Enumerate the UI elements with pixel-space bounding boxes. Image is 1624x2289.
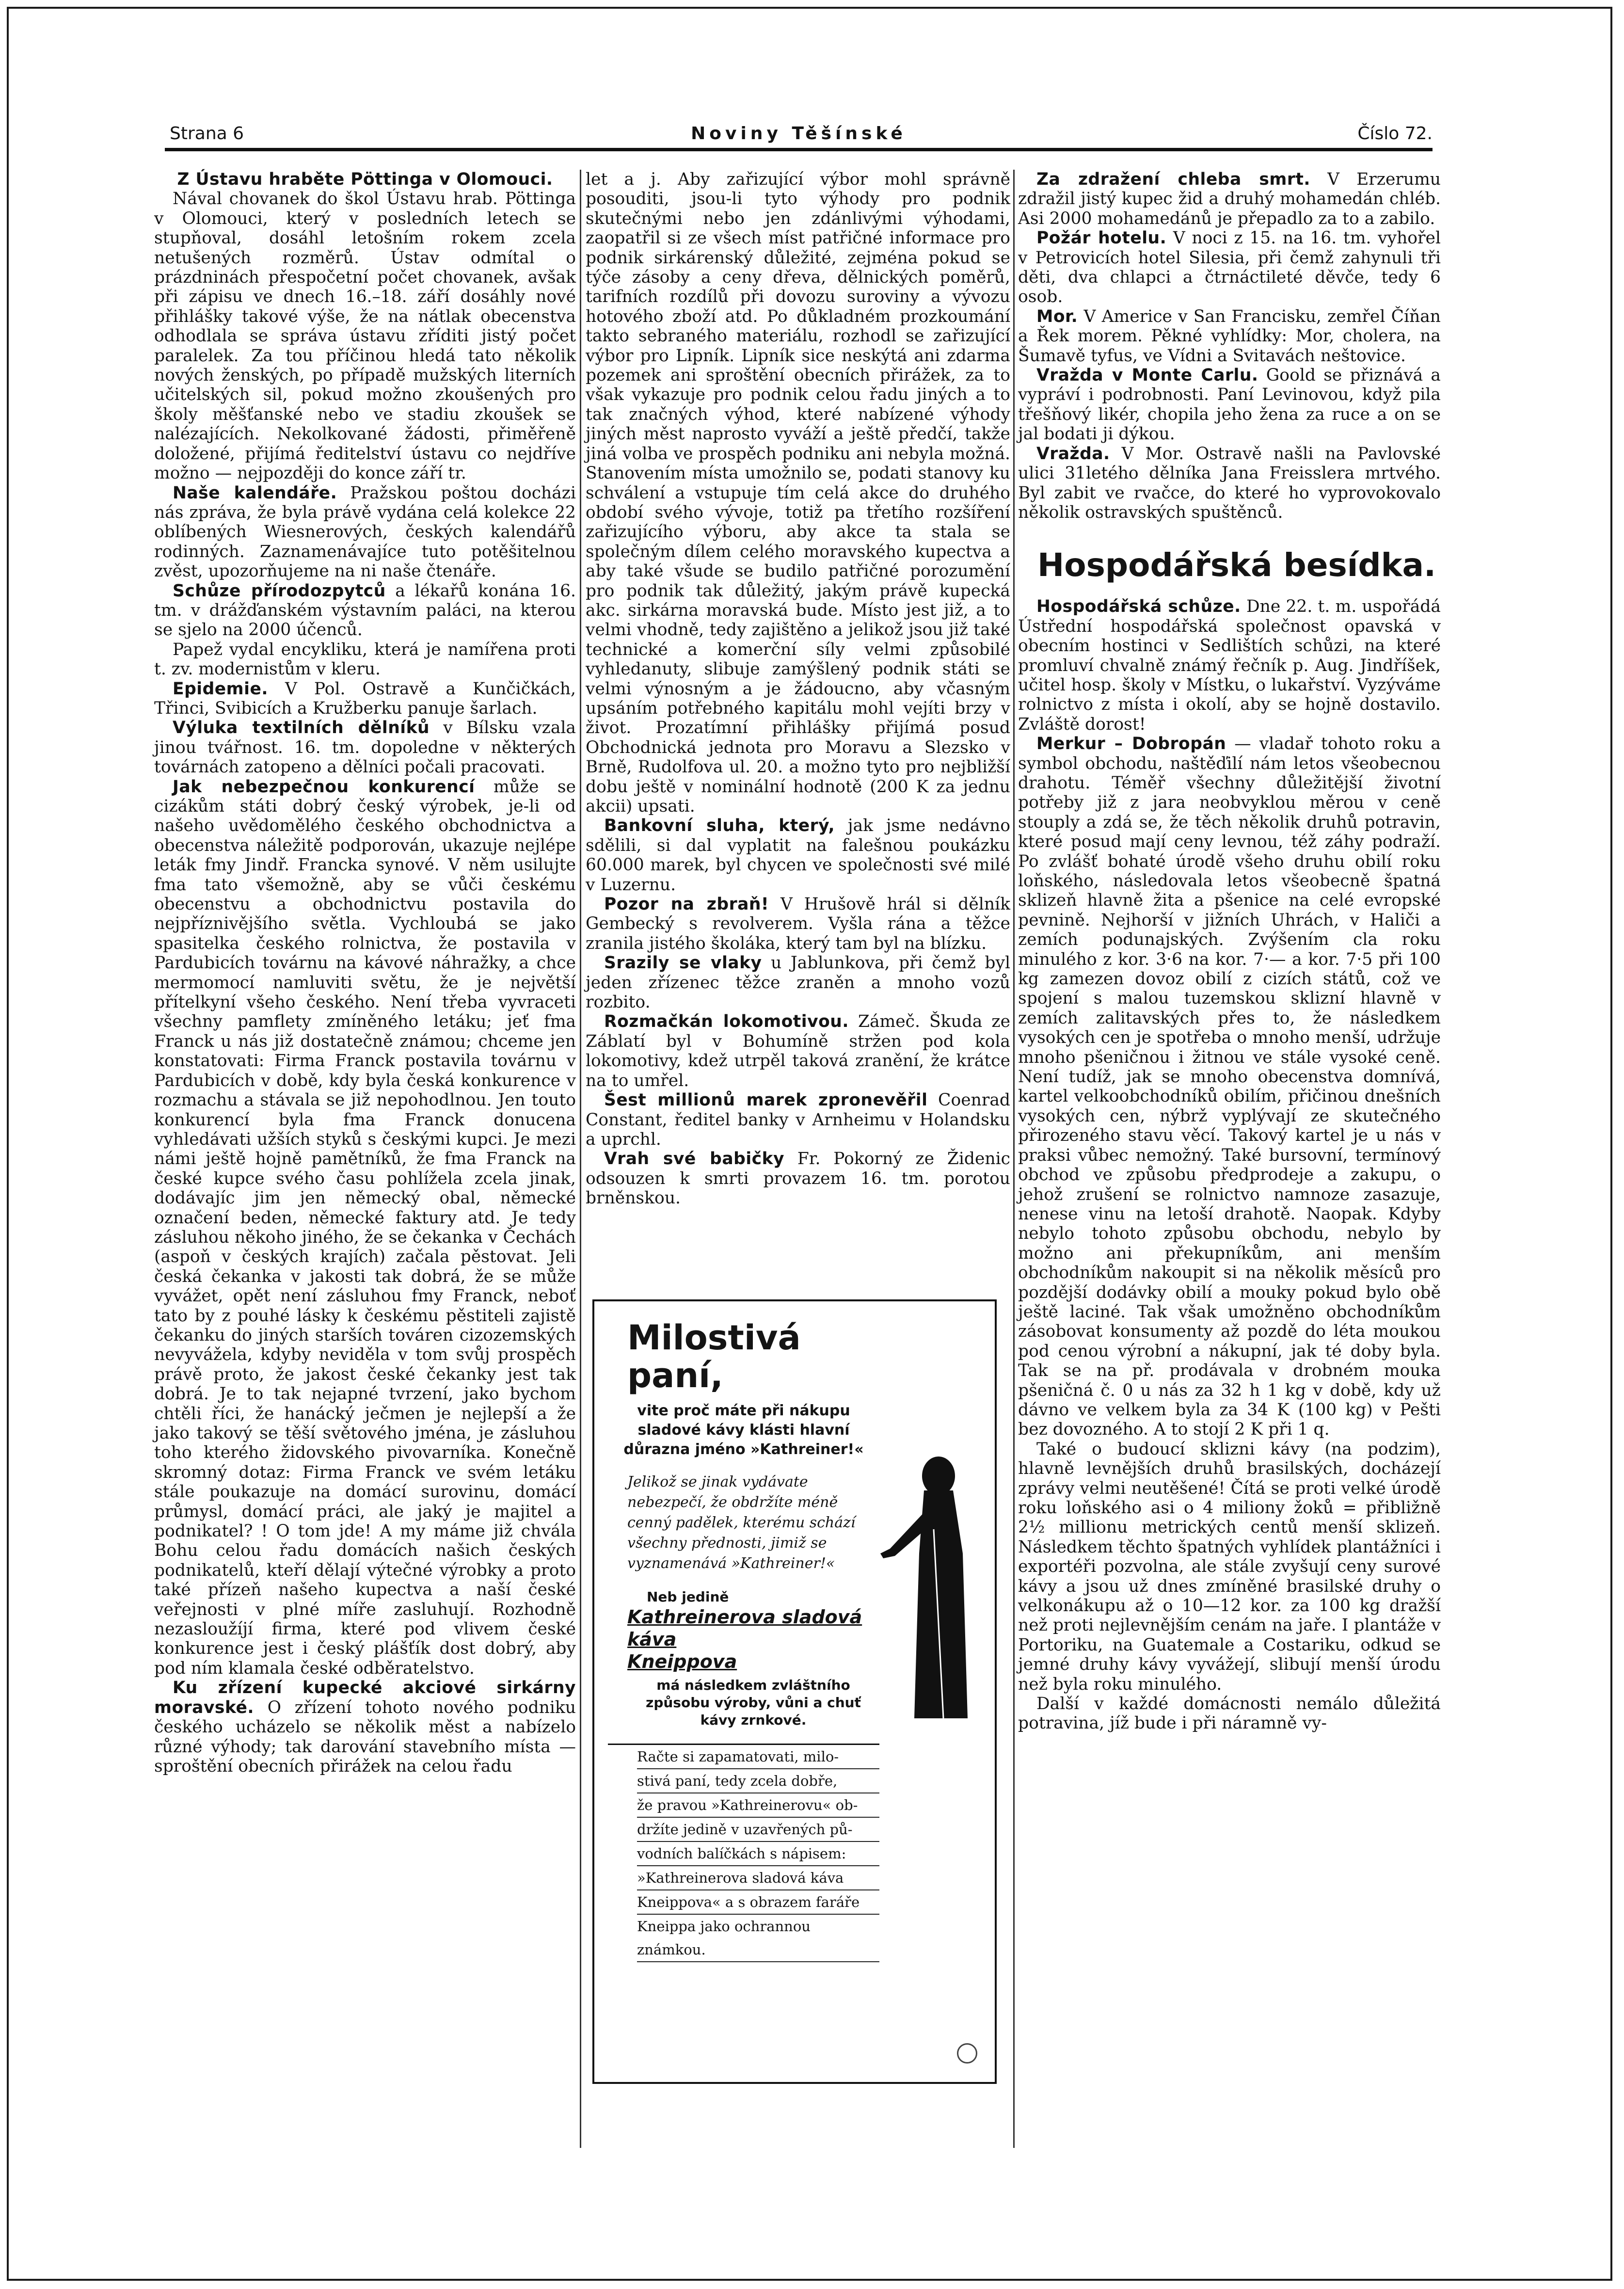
header-rule xyxy=(165,148,1433,151)
ad-kneipp: Kneippova xyxy=(627,1651,737,1672)
article-text: Nával chovanek do škol Ústavu hrab. Pöttinga v Olomouci, který v posledních letech se stupňoval, dosáhl letošním rokem zcela netušených rozměrů. Ústav odmítal o prázdninách přespočetní počet chovanek, avšak při zápisu ve dnech 16.–18. září dosáhly nové přihlášky takové výše, že na nátlak obecenstva odhodlala se správa ústavu zříditi jistý počet paralelek. Za tou příčinou hledá tato několik nových ženských, po případě mužských literních učitelských sil, pokud možno zkoušených pro školy měšťanské nebo ve stadiu zkoušek se nalézajících. Nekolkované žádosti, přiměřeně doložené, přijímá ředitelství ústavu co nejdříve možno — nejpozději do konce září tr. xyxy=(154,189,576,483)
article xyxy=(1018,307,1441,366)
article xyxy=(1018,366,1441,444)
article xyxy=(154,170,576,189)
headline: Požár hotelu. xyxy=(1036,228,1167,248)
ad-notice-line: Račte si zapamatovati, milo- xyxy=(637,1745,879,1769)
ad-notice xyxy=(608,1744,879,1962)
article-text: může se cizákům státi dobrý český výrobek, je-li od našeho uvědomělého českého obchodnictva a obecenstva náležitě podporován, ukazuje nejlépe leták fmy Jindř. Francka synové. V něm usilujte fma tato všemožně, aby se vůči českému obecenstvu a obchodnictvu postavila do nejpříznivějšího světla. Vychloubá se jako spasitelka českého rolnictva, že postavila v Pardubicích továrnu na kávové náhražky, a chce mermomocí namluviti světu, že je největší přítelkyní všeho českého. Není třeba vyvraceti všechny pamflety zmíněného letáku; jeť fma Franck u nás již dostatečně známou; chceme jen konstatovati: Firma Franck postavila továrnu v Pardubicích v době, kdy byla česká konkurence v rozmachu a stávala se již nepohodlnou. Jen touto konkurencí byla fma Franck donucena vyhledávati užších styků s českými kupci. Je mezi námi ještě hojně pamětníků, že fma Franck na české kupce svého času pohlížela zcela jinak, dodávajíc jim jen německý obal, německé označení beden, německé faktury atd. Je tedy zásluhou někoho jiného, že se čekanka v Čechách (aspoň v českých krajích) začala pěstovat. Jeli česká čekanka v jakosti tak dobrá, že se může vyvážet, opět není zásluhou fmy Franck, neboť tato by z pouhé lásky k českému pěstiteli zajistě čekanku do jiných starších továren cizozemských nevyvážela, kdyby neviděla v tom svůj prospěch právě proto, že jakost české čekanky jest tak dobrá. Je to tak nejapné tvrzení, jako bychom chtěli říci, že hanácký ječmen je nejlepší a že jako takový se těší světového jména, je zásluhou toho kterého židovského pivovarníka. Konečně skromný dotaz: Firma Franck ve svém letáku stále poukazuje na domácí surovinu, domácí průmysl, domácí práci, ale jaký je majitel a podnikatel? ! O tom jde! A my máme již chvála Bohu celou řadu domácích našich českých podnikatelů, kteří dělají výtečné výrobky a proto také přízeň našeho kupectva a naší české veřejnosti v plné míře zasluhují. Rozhodně nezasloužíjí firma, které pod vlivem české konkurence jest i český plášťík dost dobrý, aby pod ním klamala české odběratelstvo. xyxy=(154,777,576,1678)
article-text: V Pol. Ostravě a Kunčičkách, Třinci, Svibicích a Kružberku panuje šarlach. xyxy=(154,679,576,718)
article xyxy=(1018,734,1441,1440)
ad-notice-line: »Kathreinerova sladová káva xyxy=(637,1866,879,1890)
page-number: Strana 6 xyxy=(170,124,244,144)
headline: Mor. xyxy=(1036,306,1078,326)
article xyxy=(586,1149,1010,1208)
article-text: Papež vydal encykliku, která je namířena proti t. zv. modernistům v kleru. xyxy=(154,640,576,679)
column-3 xyxy=(1018,170,1441,1733)
column-2 xyxy=(586,170,1010,1208)
newspaper-title: Noviny Těšínské xyxy=(691,124,907,144)
headline: Epidemie. xyxy=(173,679,268,699)
pointing-woman-illustration xyxy=(880,1457,977,1728)
issue-number: Číslo 72. xyxy=(1357,124,1433,144)
article xyxy=(1018,597,1441,734)
article-text: Zámeč. Škuda ze Záblatí byl v Bohumíně stržen pod kola lokomotivy, kdež utrpěl taková zranění, že krátce na to umřel. xyxy=(586,1012,1010,1090)
headline: Srazily se vlaky xyxy=(604,953,762,973)
article xyxy=(154,679,576,719)
article xyxy=(586,816,1010,895)
article-text: V Mor. Ostravě našli na Pavlovské ulici 31letého dělníka Jana Freisslera mrtvého. Byl zabit ve rvačce, do které ho vyprovokovalo několik ostravských spuštěnců. xyxy=(1018,444,1441,522)
headline: Ku zřízení kupecké akciové sirkárny moravské. xyxy=(154,1678,576,1717)
article-text: Fr. Pokorný ze Židenic odsouzen k smrti provazem 16. tm. porotou brněnskou. xyxy=(586,1149,1010,1208)
article-text: let a j. Aby zařizující výbor mohl správně posouditi, jsou-li tyto výhody pro podnik skutečnými nebo jen zdánlivými výhodami, zaopatřil si ze všech míst patřičné informace pro podnik sirkárenský důležité, zejména pokud se týče zásoby a ceny dřeva, dělnických poměrů, tarifních rozdílů při dovozu suroviny a vývozu hotového zboží atd. Po důkladném prozkoumání takto sebraného materiálu, rozhodl se zařizující výbor pro Lipník. Lipník sice neskýtá ani zdarma pozemek ani sproštění obecních přirážek, za to však vykazuje pro podnik celou řadu jiných a to tak značných výhod, které nabízené výhody jiných měst naprosto vyváží a ještě předčí, takže jiná volba ve prospěch podniku ani nebyla možná. Stanovením místa umožnilo se, podati stanovy ku schválení a vstupuje tím celá akce do druhého období svého vývoje, totiž pa třetího rozšíření zařizujícího výboru, aby akce ta stala se společným dílem celého moravského kupectva a aby také všude se budilo patřičné porozumění pro podnik tak důležitý, jakým právě kupecká akc. sirkárna moravská bude. Místo jest již, a to velmi vhodně, tedy zajištěno a jelikož jsou již také technické a komerční síly velmi způsobilé vyhledanuty, slibuje zamýšlený podnik státi se velmi výnosným a je žádoucno, aby včasným upsáním potřebného kapitálu mohl vejíti brzy v život. Prozatímní přihlášky přijímá posud Obchodnická jednota pro Moravu a Slezsko v Brně, Rudolfova ul. 20. a možno tyto pro nejbližší dobu ještě v nominální hodnotě (200 K za jednu akcii) upsati. xyxy=(586,170,1010,816)
article-text: a lékařů konána 16. tm. v drážďanském výstavním paláci, na kterou se sjelo na 2000 účenců. xyxy=(154,581,576,640)
headline: Pozor na zbraň! xyxy=(604,895,769,914)
article xyxy=(154,1678,576,1776)
article-text: Goold se přiznává a vypráví i podrobnosti. Paní Levinovou, když pila třešňový likér, chopila jeho žena za ruce a on se jal bodati ji dýkou. xyxy=(1018,366,1441,444)
article xyxy=(1018,228,1441,307)
headline: Jak nebezpečnou konkurencí xyxy=(173,777,475,797)
ad-brand: Kathreinerova sladová káva xyxy=(627,1606,862,1650)
article xyxy=(586,1012,1010,1090)
headline: Merkur – Dobropán xyxy=(1036,734,1226,754)
ad-notice-line: vodních balíčkách s nápisem: xyxy=(637,1842,879,1866)
ad-notice-line: že pravou »Kathreinerovu« ob- xyxy=(637,1793,879,1818)
article-text: V Hrušově hrál si dělník Gembecký s revolverem. Vyšla rána a těžce zranila jistého školáka, který tam byl na blízku. xyxy=(586,895,1010,953)
article xyxy=(154,718,576,777)
headline: Za zdražení chleba smrt. xyxy=(1036,170,1310,189)
article-text: Další v každé domácnosti nemálo důležitá potravina, jíž bude i při náramně vy- xyxy=(1018,1694,1441,1733)
article-text: Také o budoucí sklizni kávy (na podzim), hlavně levnějších druhů brasilských, docházejí zprávy velmi neutěšené! Čítá se proti velké úrodě roku loňského asi o 4 miliony žoků = přibližně 2½ millionu metrických centů menší sklizeň. Následkem těchto špatných vyhlídek plantážníci i exportéři pozvolna, ale stále zvyšují ceny surové kávy a jsou už dnes zmíněné brasilské druhy o velkonákupu až o 10—12 kor. za 100 kg dražší než proti nejlevnějším cenám na jaře. I plantáže v Portoriku, na Guatemale a Costariku, odkud se jemné druhy kávy vyvážejí, slibují menší úrodu než byla roku minulého. xyxy=(1018,1439,1441,1694)
article xyxy=(1018,444,1441,523)
column-divider xyxy=(580,170,581,2148)
article xyxy=(154,581,576,640)
headline: Rozmačkán lokomotivou. xyxy=(604,1012,849,1032)
ad-subtitle: vite proč máte při nákupu sladové kávy klásti hlavní důrazna jméno »Kathreiner!« xyxy=(623,1402,864,1458)
article-text: V Americe v San Francisku, zemřel Číňan a Řek morem. Pěkné vyhlídky: Mor, cholera, na Šumavě tyfus, ve Vídni a Svitavách neštovice. xyxy=(1018,306,1441,366)
headline: Výluka textilních dělníků xyxy=(173,718,430,738)
article-text: Coenrad Constant, ředitel banky v Arnheimu v Holandsku a uprchl. xyxy=(586,1090,1010,1149)
ad-stamp-icon xyxy=(957,2043,977,2064)
ad-notice-line: držíte jedině v uzavřených pů- xyxy=(637,1818,879,1842)
article xyxy=(1018,170,1441,228)
article-text: V Erzerumu zdražil jistý kupec žid a druhý mohamedán chléb. Asi 2000 mohamedánů je přepadlo za to a zabilo. xyxy=(1018,170,1441,228)
section-title: Hospodářská besídka. xyxy=(1037,546,1436,584)
article xyxy=(586,1090,1010,1149)
ad-only: Neb jedině xyxy=(647,1589,729,1605)
headline: Šest millionů marek zpronevěřil xyxy=(604,1090,928,1110)
column-1 xyxy=(154,170,576,1776)
kathreiner-advertisement xyxy=(592,1299,997,2084)
column-divider xyxy=(1013,170,1015,2148)
article-text: jak jsme nedávno sdělili, si dal vyplatit na falešnou poukázku 60.000 marek, byl chycen ve společnosti své milé v Luzernu. xyxy=(586,816,1010,895)
article-text: v Bílsku vzala jinou tvářnost. 16. tm. dopoledne v některých továrnách zatopeno a dělníci počali pracovati. xyxy=(154,718,576,777)
article-text: Pražskou poštou docházi nás zpráva, že byla právě vydána celá kolekce 22 oblíbených Wiesnerových, českých kalendářů rodinných. Zaznamenávajíce tuto potěšitelnou zvěst, upozorňujeme na ni naše čtenáře. xyxy=(154,483,576,581)
article xyxy=(586,953,1010,1012)
article-text: Dne 22. t. m. uspořádá Ústřední hospodářská společnost opavská v obecním hostinci v Sedlištích schůzi, na které promluví chvalně známý řečník p. Aug. Jindříšek, učitel hosp. školy v Místku, o lukařství. Vyzýváme rolnictvo z místa i okolí, aby se hojně dostavilo. Zvláště dorost! xyxy=(1018,597,1441,734)
article xyxy=(154,483,576,581)
headline: Naše kalendáře. xyxy=(173,483,337,503)
article xyxy=(154,777,576,1679)
ad-notice-line: Kneippova« a s obrazem faráře xyxy=(637,1890,879,1915)
ad-notice-line: Kneippa jako ochrannou známkou. xyxy=(637,1915,879,1962)
ad-brand-block xyxy=(627,1588,879,1729)
article xyxy=(586,895,1010,953)
ad-notice-line: stivá paní, tedy zcela dobře, xyxy=(637,1769,879,1793)
headline: Z Ústavu hraběte Pöttinga v Olomouci. xyxy=(177,170,553,189)
headline: Vražda. xyxy=(1036,444,1110,464)
article-text: — vladař tohoto roku a symbol obchodu, naštěďilí nám letos všeobecnou drahotu. Téměř všechny důležitější životní potřeby již z jara neobvyklou měrou v ceně stouply a zdá se, že těch několik druhů potravin, které posud mají ceny levnou, též záhy podraží. Po zvlášť bohaté úrodě všeho druhu obilí roku loňského, následovala letos všeobecně špatná sklizeň hlavně žita a pšenice na celé evropské pevnině. Nejhorší v jižních Uhrách, v Haliči a zemích podunajských. Zvýšením cla roku minulého z kor. 3·6 na kor. 7·— a kor. 7·5 při 100 kg zamezen dovoz obilí z cizích států, což ve spojení s malou tuzemskou sklizní hlavně v zemích zalitavských přes to, že následkem vysokých cen je spotřeba o mnoho menší, udržuje mnoho pšeničnou i žitnou ve stále vysoké ceně. Není tudíž, jak se mnoho obecenstva domnívá, kartel velkoobchodníků obilím, přičinou dnešních vysokých cen, nýbrž vyplývají ze skutečného přirozeného stavu věcí. Takový kartel je u nás v praksi vůbec nemožný. Také bursovní, termínový obchod ve způsobu předprodeje a zakupu, o jehož zrušení se rolnictvo namnoze zasazuje, nenese vinu na letoší drahotě. Naopak. Kdyby nebylo tohoto způsobu obchodu, nebylo by možno ani překupníkům, ani menším obchodníkům nakoupit si na několik měsíců pro pozdější dodávky obilí a mouky pokud bylo obě ještě laciné. Tak však umožněno obchodníkům zásobovat konsumenty až pozdě do léta moukou pod cenou výrobní a nákupní, jak té doby byla. Tak se na př. prodávala v drobném mouka pšeničná č. 0 u nás za 32 h 1 kg v době, kdy už dávno ve velkem byla za 34 K (100 kg) v Pešti bez dovozného. A to stojí 2 K při 1 q. xyxy=(1018,734,1441,1440)
ad-title: Milostivá paní, xyxy=(627,1318,801,1395)
ad-description: má následkem zvláštního způsobu výroby, vůni a chuť kávy zrnkové. xyxy=(646,1677,861,1728)
headline: Bankovní sluha, který, xyxy=(604,816,835,836)
headline: Vražda v Monte Carlu. xyxy=(1036,366,1258,385)
article-text: V noci z 15. na 16. tm. vyhořel v Petrovicích hotel Silesia, při čemž zahynuli tři děti, dva chlapci a čtrnáctileté děvče, tedy 6 osob. xyxy=(1018,228,1441,307)
ad-warning: Jelikož se jinak vydávate nebezpečí, že obdržíte méně cenný padělek, kterému schází všechny přednosti, jimiž se vyznamenává »Kathreiner!« xyxy=(627,1473,856,1572)
headline: Schůze přírodozpytců xyxy=(173,581,386,601)
headline: Vrah své babičky xyxy=(604,1149,785,1169)
article-text: O zřízení tohoto nového podniku českého ucházelo se několik měst a nabízelo různé výhody; tak darování stavebního místa — sproštění obecních přirážek na celou řadu xyxy=(154,1697,576,1776)
article-text: u Jablunkova, při čemž byl jeden zřízenec těžce zraněn a mnoho vozů rozbito. xyxy=(586,953,1011,1012)
headline: Hospodářská schůze. xyxy=(1036,597,1241,617)
